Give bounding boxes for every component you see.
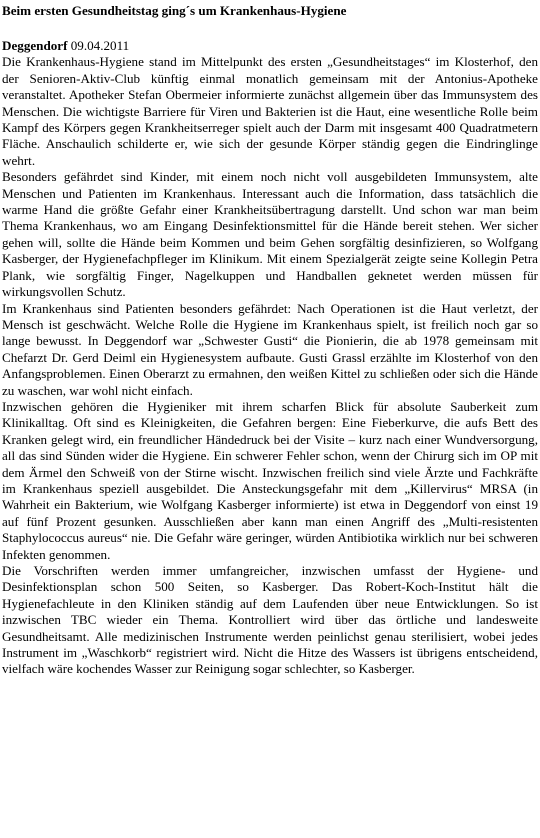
paragraph-2: Besonders gefährdet sind Kinder, mit einem noch nicht voll ausgebildeten Immunsystem, alte Menschen und Patienten im Krankenhaus. Interessant auch die Information, dass tatsächlich die warme Hand die größte Gefahr einer Krankheitsübertragung darstellt. Und schon war man beim Thema Krankenhaus, wo am Eingang Desinfektionsmittel für die Hände bereit stehen. Wer sicher gehen will, sollte die Hände beim Kommen und beim Gehen sorgfältig desinfizieren, so Wolfgang Kasberger, der Hygienefachpfleger im Klinikum. Mit einem Spezialgerät zeigte seine Kollegin Petra Plank, wie sorgfältig Finger, Nagelkuppen und Handballen geknetet werden müssen für wirkungsvollen Schutz. <box>2 169 538 300</box>
article-title: Beim ersten Gesundheitstag ging´s um Krankenhaus-Hygiene <box>2 3 347 18</box>
dateline-date: 09.04.2011 <box>70 38 130 53</box>
paragraph-5: Die Vorschriften werden immer umfangreicher, inzwischen umfasst der Hygiene- und Desinfektionsplan schon 500 Seiten, so Kasberger. Das Robert-Koch-Institut hält die Hygienefachleute in den Kliniken ständig auf dem Laufenden über neue Entwicklungen. So ist inzwischen TBC wieder ein Thema. Kontrolliert wird über das örtliche und landesweite Gesundheitsamt. Alle medizinischen Instrumente werden peinlichst genau sterilisiert, wobei jedes Instrument im „Waschkorb“ registriert wird. Nicht die Hitze des Wassers ist übrigens entscheidend, vielfach wäre kochendes Wasser zur Reinigung sogar schlechter, so Kasberger. <box>2 563 538 677</box>
dateline-place: Deggendorf <box>2 38 68 53</box>
title-spacer <box>2 19 538 38</box>
paragraph-3: Im Krankenhaus sind Patienten besonders gefährdet: Nach Operationen ist die Haut verletzt, der Mensch ist geschwächt. Welche Rolle die Hygiene im Krankenhaus spielt, ist freilich noch gar so lange bewusst. In Deggendorf war „Schwester Gusti“ die Pionierin, die ab 1978 gemeinsam mit Chefarzt Dr. Gerd Deiml ein Hygienesystem aufbaute. Gusti Grassl erzählte im Klosterhof von den Anfangsproblemen. Einen Oberarzt zu ermahnen, den weißen Kittel zu schließen oder sich die Hände zu waschen, war wohl nicht einfach. <box>2 300 538 398</box>
paragraph-1: Die Krankenhaus-Hygiene stand im Mittelpunkt des ersten „Gesundheitstages“ im Klosterhof, den der Senioren-Aktiv-Club künftig einmal monatlich gemeinsam mit der Antonius-Apotheke veranstaltet. Apotheker Stefan Obermeier informierte zunächst allgemein über das Immunsystem des Menschen. Die wichtigste Barriere für Viren und Bakterien ist die Haut, eine wesentliche Rolle beim Kampf des Körpers gegen Krankheitserreger spielt auch der Darm mit insgesamt 400 Quadratmetern Fläche. Anschaulich schilderte er, wie sich der gesunde Körper ständig gegen die Eindringlinge wehrt. <box>2 54 538 168</box>
paragraph-4: Inzwischen gehören die Hygieniker mit ihrem scharfen Blick für absolute Sauberkeit zum Klinikalltag. Oft sind es Kleinigkeiten, die Gefahren bergen: Eine Fieberkurve, die aufs Bett des Kranken gelegt wird, ein freundlicher Händedruck bei der Visite – kurz nach einer Wundversorgung, all das sind Sünden wider die Hygiene. Ein schwerer Fehler schon, wenn der Chirurg sich im OP mit dem Ärmel den Schweiß von der Stirne wischt. Inzwischen freilich sind viele Ärzte und Fachkräfte im Krankenhaus speziell ausgebildet. Die Ansteckungsgefahr mit dem „Killervirus“ MRSA (in Wahrheit ein Bakterium, wie Wolfgang Kasberger informierte) ist etwa in Deggendorf von einst 19 auf fünf Prozent gesunken. Ausschließen aber kann man einen Angriff des „Multi-resistenten Staphylococcus aureus“ nie. Die Gefahr wäre geringer, würden Antibiotika wirklich nur bei schweren Infekten genommen. <box>2 398 538 562</box>
article <box>0 3 540 678</box>
dateline <box>2 38 538 54</box>
